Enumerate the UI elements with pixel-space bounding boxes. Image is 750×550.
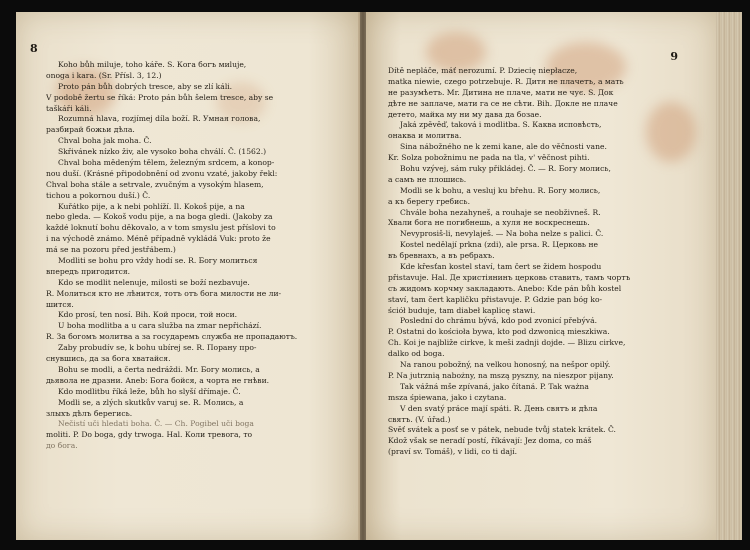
text-line: злыхъ дѣлъ берегись. <box>46 408 133 418</box>
text-line: V den svatý práce mají spáti. R. День святъ и дѣла <box>400 403 598 413</box>
text-line: Chval boha jak moha. Č. <box>58 136 152 146</box>
text-line: Jaká zpěvěď, taková i modlitba. S. Каква исповѣсть, <box>400 120 602 130</box>
text-line: Kr. Solza pobožnimu ne pada na tla, v' věčnost pihti. <box>388 153 590 163</box>
text-line: Chval boha mědeným tělem, železným srdcem, a konop- <box>58 158 275 168</box>
page-edges <box>716 12 742 540</box>
text-line: до бога. <box>46 441 78 451</box>
text-line: дьявола не дразни. Aneb: Бога бойся, а чорта не гнѣви. <box>46 375 270 385</box>
text-line: Ch. Koi je najbliže cirkve, k meši zadnji dojde. — Blizu cirkve, <box>388 338 626 348</box>
text-line: снувшись, да за бога хватайся. <box>46 354 171 364</box>
left-page-text <box>46 60 346 452</box>
text-line: онаква и молитва. <box>388 131 462 141</box>
text-line: Koho bůh miluje, toho káře. S. Кога богъ миluje, <box>58 60 247 69</box>
text-line: každé loknutí bohu děkovalo, a v tom smyslu jest příslovi to <box>46 223 276 233</box>
page-number-right: 9 <box>670 50 678 63</box>
text-line: Nečistí uči hledati boha. Č. — Ch. Pogibel uči boga <box>58 419 254 429</box>
text-line: (praví sv. Tomáš), v lidi, co ti dají. <box>388 447 518 457</box>
text-line: matka niewie, czego potrzebuje. R. Дитя не плачетъ, а мать <box>388 76 624 86</box>
left-page <box>16 12 360 540</box>
text-line: Skřivánek nízko živ, ale vysoko boha chválí. Č. (1562.) <box>58 147 267 157</box>
text-line: R. Молиться кто не лѣнится, тотъ отъ бога милости не ли- <box>46 288 282 298</box>
text-line: дѣте не заплаче, мати га се не сѣти. Bih. Докле не плаче <box>388 98 618 108</box>
text-line: а самъ не плошись. <box>388 174 467 184</box>
text-line: tichou a pokornou duší.) Č. <box>46 190 151 200</box>
text-line: V podobě žertu se říká: Proto pán bůh šelem tresce, aby se <box>46 92 274 102</box>
text-line: Kuřátko pije, a k nebi pohlíží. Il. Kokoš pije, a na <box>58 201 245 211</box>
text-line: шится. <box>46 299 74 309</box>
text-line: разбирай божьи дѣла. <box>46 125 135 135</box>
text-line: а къ берегу гребись. <box>388 196 470 206</box>
text-line: Kdo prosí, ten nosí. Bih. Кой проси, той носи. <box>58 310 238 320</box>
text-line: Nevyprosiš-li, nevylaješ. — Na boha nelze s palici. Č. <box>400 229 604 239</box>
text-line: onoga i kara. (Sr. Přísl. 3, 12.) <box>46 70 162 80</box>
text-line: съ жидомъ корчму закладають. Anebo: Kde pán bůh kostel <box>388 283 622 293</box>
text-line: Dítě nepláče, máť nerozumí. P. Dziecię niepłacze, <box>388 66 578 75</box>
text-line: Sina nábožného ne k zemi kane, ale do věčnosti vane. <box>400 142 607 152</box>
text-line: детето, майка му ни му дава да бозае. <box>388 109 542 119</box>
page-number-left: 8 <box>30 42 38 55</box>
text-line: впередъ пригодится. <box>46 266 131 276</box>
text-line: P. Na jutrznią nabożny, na mszą pyszny, na nieszpor pijany. <box>388 370 614 380</box>
text-line: Modli se, a zlých skutkův varuj se. R. Молись, а <box>58 397 244 407</box>
text-line: staví, tam čert kapličku přistavuje. P. Gdzie pan bóg ko- <box>388 294 603 304</box>
text-line: P. Ostatni do kościoła bywa, kto pod dzwonicą mieszkiwa. <box>388 327 610 337</box>
right-page <box>366 12 716 540</box>
text-line: Poslední do chrámu bývá, kdo pod zvonicí přebývá. <box>400 316 598 326</box>
text-line: въ бревнахъ, а въ ребрахъ. <box>388 251 495 261</box>
text-line: Kdož však se neradí postí, říkávají: Jez doma, co máš <box>388 436 592 446</box>
text-line: Proto pán bůh dobrých tresce, aby se zlí káli. <box>58 81 233 91</box>
text-line: Kdo modlitbu říká leže, bůh ho slyší dřímaje. Č. <box>58 386 241 396</box>
text-line: nou duší. (Krásné připodobnění od zvonu vzaté, jakoby řekl: <box>46 168 278 178</box>
text-line: msza śpiewana, jako i czytana. <box>388 392 507 402</box>
right-page-text <box>388 66 684 458</box>
text-line: Na ranou pobožný, na velkou honosný, na nešpor opilý. <box>400 360 611 370</box>
text-line: святъ. (V. úřad.) <box>388 414 451 424</box>
text-line: taškáři káli. <box>46 103 92 113</box>
text-line: má se na pozoru před jestřábem.) <box>46 245 176 255</box>
text-line: Modli se k bohu, a vesluj ku břehu. R. Богу молись, <box>400 185 601 195</box>
text-line: přistavuje. Hal. Де христіянинъ церковь ставить, тамъ чортъ <box>388 272 631 282</box>
text-line: Modliti se bohu pro vždy hodí se. R. Богу молиться <box>58 256 258 266</box>
text-line: ściół buduje, tam diabeł kaplicę stawi. <box>388 305 536 315</box>
text-line: Bohu vzývej, sám ruky přikládej. Č. — R. Богу молись, <box>400 164 611 174</box>
text-line: R. За богомъ молитва а за государемъ служба не пропадаютъ. <box>46 332 298 342</box>
text-line: Chvále boha nezahyneš, a rouhaje se neobživneš. R. <box>400 207 601 217</box>
text-line: Bohu se modli, a čerta nedráždi. Mr. Богу молись, а <box>58 364 260 374</box>
text-line: Kostel nedělají prkna (zdi), ale prsa. R. Церковь не <box>400 240 599 250</box>
text-line: Tak vážná mše zpívaná, jako čítaná. P. Tak ważna <box>400 381 589 391</box>
text-line: i na východě známo. Méně případně vykládá Vuk: proto že <box>46 234 271 244</box>
text-line: Хвали бога не погибнешь, а хуля не воскреснешь. <box>388 218 590 228</box>
text-line: nebo gleda. — Kokoš vodu pije, a na boga gledi. (Jakoby za <box>46 212 273 222</box>
text-line: dalko od boga. <box>388 349 445 359</box>
text-line: Kde křesťan kostel staví, tam čert se židem hospodu <box>400 262 602 272</box>
text-line: Zaby probudív se, k bohu ubírej se. R. Порану про- <box>58 343 257 353</box>
text-line: Rozumná hlava, rozjímej díla boží. R. Умная голова, <box>58 114 261 124</box>
text-line: Chval boha stále a setrvale, zvučným a vysokým hlasem, <box>46 179 264 189</box>
text-line: Svěť svátek a posť se v pátek, nebude tvůj statek krátek. Č. <box>388 425 616 435</box>
text-line: moliti. P. Do boga, gdy trwoga. Hal. Коли тревога, то <box>46 430 253 440</box>
text-line: Kdo se modlit nelenuje, milosti se boží nezbavuje. <box>58 277 250 287</box>
text-line: U boha modlitba a u cara služba na zmar nepřichází. <box>58 321 262 331</box>
text-line: не разумѣетъ. Mr. Дитина не плаче, мати не чує. S. Док <box>388 87 614 97</box>
